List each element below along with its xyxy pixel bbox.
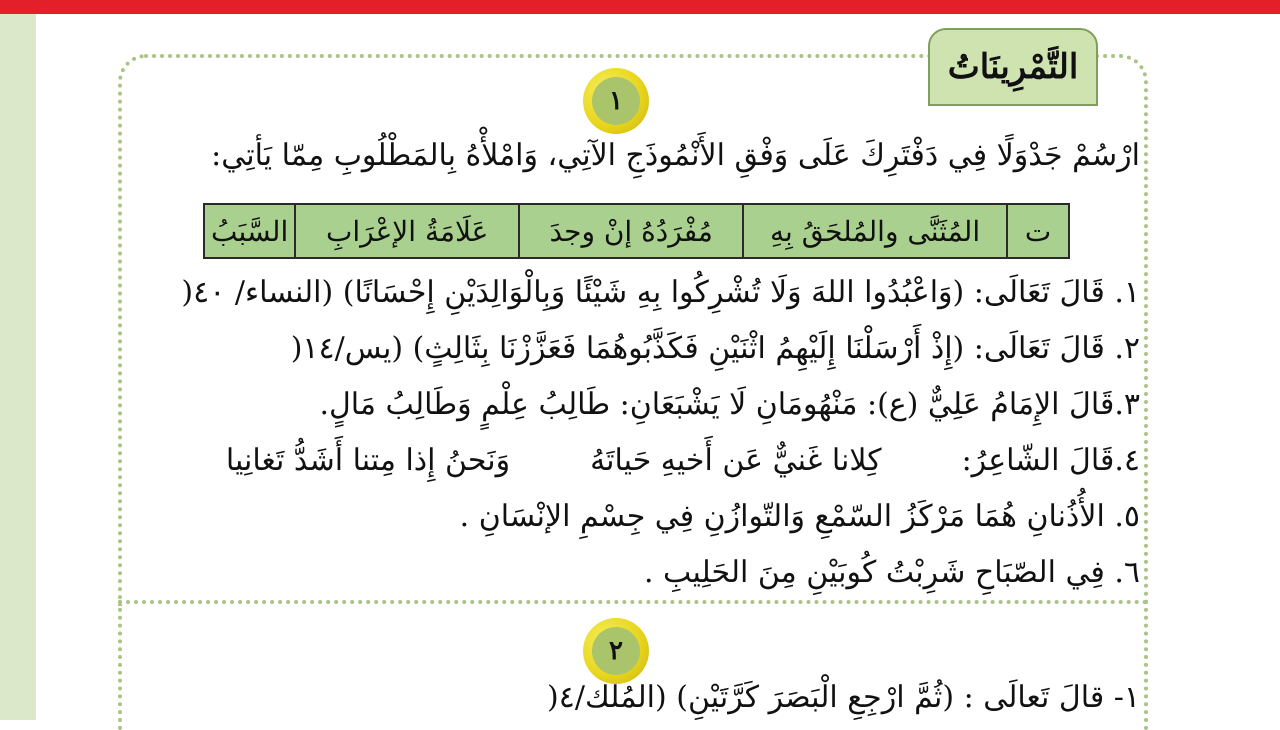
left-green-strip	[0, 14, 36, 720]
exercise-1-number: ١	[592, 77, 640, 125]
section-title: التَّمْرِينَاتُ	[928, 28, 1098, 106]
exercise-item-1: ١. قَالَ تَعَالَى: (وَاعْبُدُوا اللهَ وَلَا تُشْرِكُوا بِهِ شَيْئًا وَبِالْوَالِدَيْنِ إِحْسَانًا) (النساء/ ٤٠(	[181, 275, 1140, 310]
table-header-reason: السَّبَبُ	[204, 204, 295, 258]
table-header-case-marker: عَلَامَةُ الإعْرَابِ	[295, 204, 519, 258]
poem-prefix: ٤.قَالَ الشّاعِرُ:	[961, 443, 1140, 478]
table-header-row	[204, 204, 1069, 258]
exercise-item-3: ٣.قَالَ الإِمَامُ عَلِيٌّ (ع): مَنْهُومَانِ لَا يَشْبَعَانِ: طَالِبُ عِلْمٍ وَطَالِبُ مَالٍ.	[319, 387, 1140, 422]
table-header-singular: مُفْرَدُهُ إنْ وجدَ	[519, 204, 743, 258]
exercise-item-2: ٢. قَالَ تَعَالَى: (إِذْ أَرْسَلْنَا إِلَيْهِمُ اثْنَيْنِ فَكَذَّبُوهُمَا فَعَزَّزْنَا بِثَالِثٍ) (يس/١٤(	[290, 331, 1140, 366]
exercise-item-5: ٥. الأُذُنانِ هُمَا مَرْكَزُ السّمْعِ وَالتّوازُنِ فِي جِسْمِ الإنْسَانِ .	[459, 499, 1140, 534]
exercise-2-badge	[583, 618, 649, 684]
poem-hemistich-1: كِلانا غَنيٌّ عَن أَخيهِ حَياتَهُ	[590, 443, 882, 478]
exercise-item-6: ٦. فِي الصّبَاحِ شَرِبْتُ كُوبَيْنِ مِنَ الحَلِيبِ .	[643, 555, 1140, 590]
table-header-index: ت	[1007, 204, 1069, 258]
exercise-item-4-poem	[130, 436, 1140, 492]
exercise-1-items	[130, 268, 1140, 604]
top-red-bar	[0, 0, 1280, 14]
poem-hemistich-2: وَنَحنُ إِذا مِتنا أَشَدُّ تَغانِيا	[225, 443, 511, 478]
table-header-dual: المُثَنَّى والمُلحَقُ بِهِ	[743, 204, 1007, 258]
exercise-1-instruction: ارْسُمْ جَدْوَلًا فِي دَفْتَرِكَ عَلَى وَفْقِ الأَنْمُوذَجِ الآتِي، وَامْلأْهُ بِالمَطْلُوبِ مِمّا يَأتِي:	[211, 138, 1140, 173]
answer-table-template	[203, 203, 1070, 259]
exercise-2-number: ٢	[592, 627, 640, 675]
exercise-2-item-1: ١- قالَ تَعالَى : (ثُمَّ ارْجِعِ الْبَصَرَ كَرَّتَيْنِ) (المُلك/٤(	[547, 680, 1140, 715]
exercise-1-badge	[583, 68, 649, 134]
